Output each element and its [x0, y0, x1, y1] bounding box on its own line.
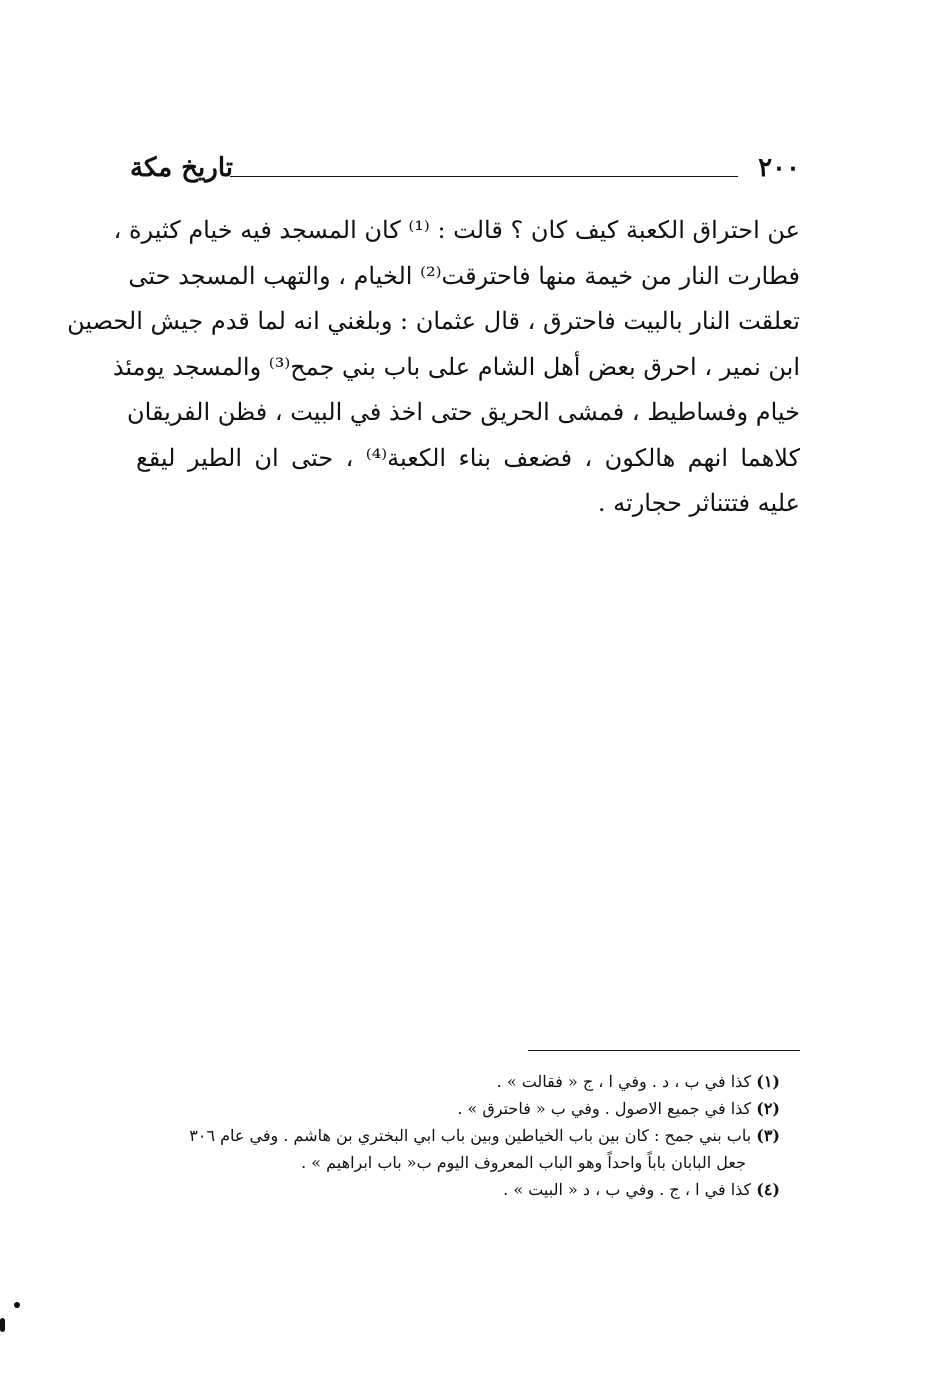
footnote-number: (٣): [756, 1126, 780, 1145]
running-title: تاريخ مكة: [130, 153, 234, 183]
footnote: [140, 1095, 780, 1122]
scan-speck: [0, 1318, 5, 1332]
footnotes: [140, 1068, 780, 1203]
footnote-number: (٢): [756, 1099, 780, 1118]
page-number: ٢٠٠: [758, 153, 800, 183]
footnote-text: باب بني جمح : كان بين باب الخياطين وبين باب ابي البختري بن هاشم . وفي عام ٣٠٦: [189, 1126, 752, 1145]
text-line: ابن نمير ، احرق بعض أهل الشام على باب بني جمح⁽³⁾ والمسجد يومئذ: [112, 352, 800, 381]
text-line: عليه فتتناثر حجارته .: [597, 489, 800, 517]
footnote-text: جعل البابان باباً واحداً وهو الباب المعروف اليوم ب« باب ابراهيم » .: [301, 1153, 746, 1172]
footnote-number: (٤): [756, 1180, 780, 1199]
text-line: فطارت النار من خيمة منها فاحترقت⁽²⁾ الخيام ، والتهب المسجد حتى: [128, 261, 800, 290]
text-line: كلاهما انهم هالكون ، فضعف بناء الكعبة⁽⁴⁾ ، حتى ان الطير ليقع: [136, 443, 801, 472]
footnote-separator: [528, 1050, 800, 1051]
footnote: [140, 1176, 780, 1203]
footnote-text: كذا في جميع الاصول . وفي ب « فاحترق » .: [457, 1099, 752, 1118]
footnote-text: كذا في ب ، د . وفي ا ، ج « فقالت » .: [496, 1072, 752, 1091]
header-rule: [230, 176, 738, 177]
footnote-number: (١): [756, 1072, 780, 1091]
text-line: خيام وفساطيط ، فمشى الحريق حتى اخذ في البيت ، فظن الفريقان: [127, 398, 800, 426]
main-text: [67, 208, 801, 527]
footnote-continuation: [140, 1149, 780, 1176]
footnote: [140, 1068, 780, 1095]
scan-speck: [14, 1302, 20, 1308]
text-line: تعلقت النار بالبيت فاحترق ، قال عثمان : وبلغني انه لما قدم جيش الحصين: [67, 307, 800, 335]
text-line: عن احتراق الكعبة كيف كان ؟ قالت : ⁽¹⁾ كان المسجد فيه خيام كثيرة ،: [113, 216, 800, 244]
footnote: [140, 1122, 780, 1149]
footnote-text: كذا في ا ، ج . وفي ب ، د « البيت » .: [503, 1180, 752, 1199]
page-header: [130, 150, 800, 190]
